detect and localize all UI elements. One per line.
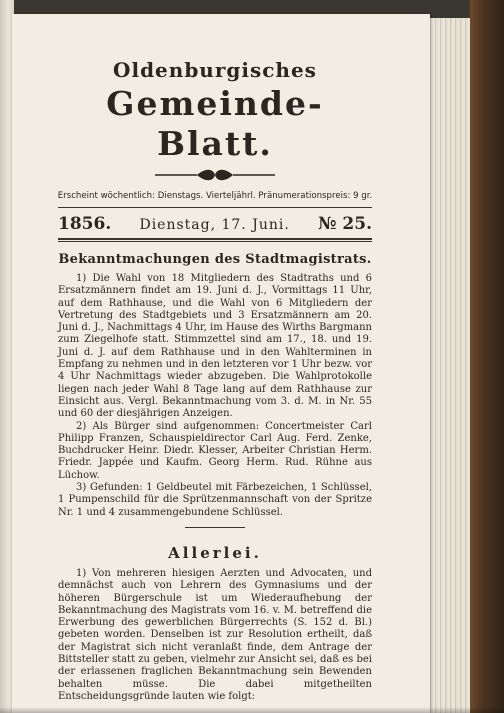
article-paragraph: 3) Gefunden: 1 Geldbeutel mit Färbezeichen, 1 Schlüssel, 1 Pumpenschild für die Sprützenmannschaft von der Spritze Nr. 1 und 4 zusammengebundene Schlüssel.	[58, 482, 372, 518]
bottom-shadow	[0, 707, 504, 713]
masthead-title: Gemeinde-Blatt.	[106, 84, 324, 163]
issue-rule-thick	[58, 238, 372, 240]
page-content	[58, 58, 372, 703]
issue-line	[58, 214, 372, 234]
header-rule	[58, 207, 372, 208]
issue-date: Dienstag, 17. Juni.	[139, 217, 290, 233]
section-allerlei	[58, 544, 372, 703]
issue-rule-thin	[58, 241, 372, 242]
subscription-line: Erscheint wöchentlich: Dienstags. Vierteljährl. Pränumerationspreis: 9 gr.	[57, 191, 373, 201]
section-title-magistrat: Bekanntmachungen des Stadtmagistrats.	[58, 252, 372, 267]
book-spine	[470, 0, 504, 713]
section-divider	[185, 527, 245, 528]
section-magistrat	[58, 252, 372, 519]
article-paragraph: 1) Die Wahl von 18 Mitgliedern des Stadtraths und 6 Ersatzmännern findet am 19. Juni d. J., Vormittags 11 Uhr, auf dem Rathhause, und die Wahl von 6 Mitgliedern der Vertretung des Stadtgebiets und 3 Ersatzmännern am 20. Juni d. J., Nachmittags 4 Uhr, im Hause des Wirths Bargmann zum Ziegelhofe statt. Stimmzettel sind am 17., 18. und 19. Juni d. J. auf dem Rathhause und in den Wahlterminen in Empfang zu nehmen und in den letzteren vor 1 Uhr bezw. vor 4 Uhr Nachmittags wieder abzugeben. Die Wahlprotokolle liegen nach jeder Wahl 8 Tage lang auf dem Rathhause zur Einsicht aus. Vergl. Bekanntmachung vom 3. d. M. in Nr. 55 und 60 der diesjährigen Anzeigen.	[58, 273, 372, 420]
issue-number: № 25.	[318, 214, 372, 234]
ornament-rule	[155, 168, 275, 182]
article-paragraph: 1) Von mehreren hiesigen Aerzten und Advocaten, und demnächst auch von Lehrern des Gymnasiums und der höheren Bürgerschule ist um Wiederaufhebung der Bekanntmachung des Magistrats vom 16. v. M. betreffend die Erwerbung des gewerblichen Bürgerrechts (S. 152 d. Bl.) gebeten worden. Denselben ist zur Resolution ertheilt, daß der Magistrat sich nicht veranlaßt finde, dem Antrage der Bittsteller statt zu geben, vielmehr zur Ansicht sei, daß es bei der erlassenen fraglichen Bekanntmachung sein Bewenden behalten müsse. Die dabei mitgetheilten Entscheidungsgründe lauten wie folgt:	[58, 567, 372, 702]
page-leaves-edge	[428, 18, 470, 713]
issue-year: 1856.	[58, 214, 112, 234]
article-paragraph: 2) Als Bürger sind aufgenommen: Concertmeister Carl Philipp Franzen, Schauspieldirector Carl Aug. Ferd. Zenke, Buchdrucker Heinr. Diedr. Klesser, Arbeiter Christian Herm. Friedr. Jappée und Kaufm. Georg Herm. Rud. Rühne aus Lüchow.	[58, 420, 372, 481]
section-title-allerlei: Allerlei.	[168, 543, 262, 562]
masthead-line-1: Oldenburgisches	[113, 58, 317, 82]
